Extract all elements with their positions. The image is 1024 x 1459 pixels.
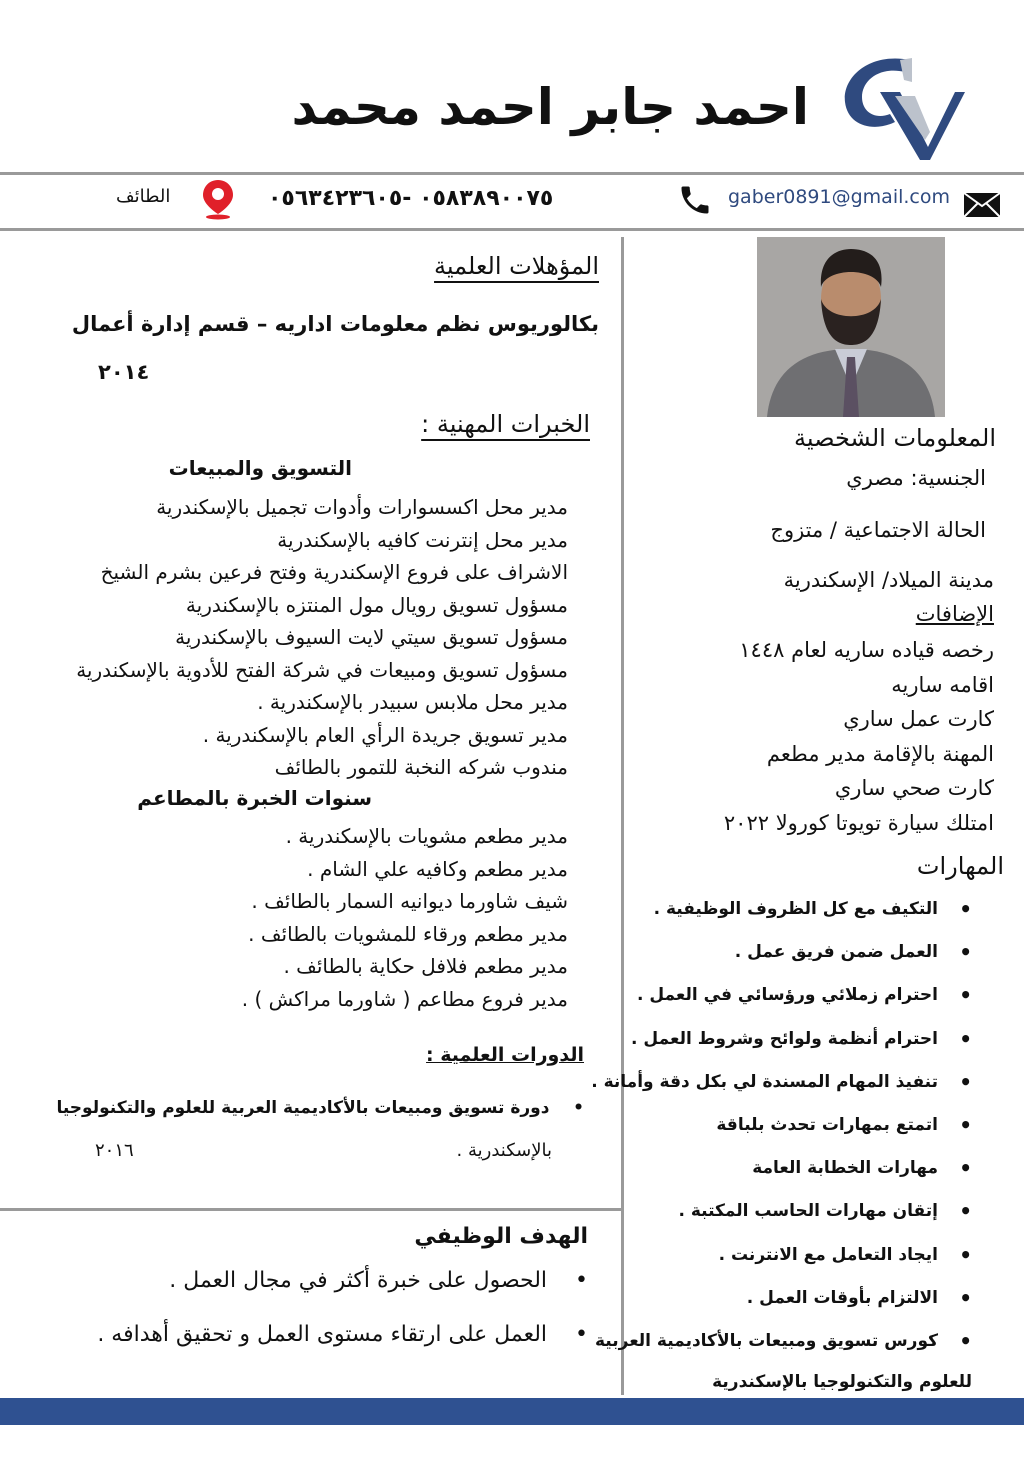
objective-text: العمل على ارتقاء مستوى العمل و تحقيق أهدافه . [97,1322,548,1347]
restaurants-list [242,820,568,1015]
experience-item: مدير مطعم ورقاء للمشويات بالطائف . [248,921,568,946]
personal-info-title: المعلومات الشخصية [794,424,996,452]
experience-item: مدير فروع مطاعم ( شاورما مراكش ) . [241,986,568,1011]
contact-bar [0,176,1024,226]
birthplace: مدينة الميلاد/ الإسكندرية [783,568,994,592]
experience-title: الخبرات المهنية : [421,410,590,438]
experience-item: الاشراف على فروع الإسكندرية وفتح فرعين بشرم الشيخ [100,560,568,584]
person-photo-icon [757,237,945,417]
footer-bar [0,1398,1024,1425]
skill-item: • العمل ضمن فريق عمل . [591,931,972,974]
location-pin-icon [198,178,238,220]
addition-item: كارت صحي ساري [834,776,994,800]
experience-item: مدير محل اكسسوارات وأدوات تجميل بالإسكندرية [156,495,568,519]
objective-item [169,1268,588,1293]
additions-title: الإضافات [915,602,994,626]
experience-item: مسؤول تسويق ومبيعات في شركة الفتح للأدوية بالإسكندرية [76,657,568,682]
degree-year: ٢٠١٤ [98,360,150,384]
skill-item: • الالتزام بأوقات العمل . [591,1277,972,1320]
addition-item: كارت عمل ساري [843,707,994,731]
experience-item: مدير محل ملابس سبيدر بالإسكندرية . [257,690,568,714]
experience-item: مدير مطعم وكافيه علي الشام . [307,856,568,881]
restaurants-subtitle: سنوات الخبرة بالمطاعم [137,786,372,810]
profile-photo [757,237,945,417]
marketing-list [76,491,568,784]
bullet: • [547,1268,588,1293]
skill-item: • مهارات الخطابة العامة [591,1147,972,1190]
experience-item: مدير مطعم مشويات بالإسكندرية . [285,824,568,848]
qualifications-title: المؤهلات العلمية [434,252,599,280]
addition-item: المهنة بالإقامة مدير مطعم [766,741,994,766]
course-year: ٢٠١٦ [95,1140,134,1161]
addition-item: امتلك سيارة تويوتا كورولا ٢٠٢٢ [723,810,994,835]
experience-item: مدير مطعم فلافل حكاية بالطائف . [283,954,568,978]
phone-icon [677,182,713,218]
experience-item: مسؤول تسويق سيتي لايت السيوف بالإسكندرية [175,625,568,649]
skill-item: • كورس تسويق ومبيعات بالأكاديمية العربية [591,1320,972,1363]
marital-status: الحالة الاجتماعية / متزوج [770,518,986,542]
skill-item: • ايجاد التعامل مع الانترنت . [591,1234,972,1277]
objective-text: الحصول على خبرة أكثر في مجال العمل . [169,1268,548,1293]
addition-item: اقامه ساريه [891,672,994,697]
skill-item: • إتقان مهارات الحاسب المكتبة . [591,1190,972,1233]
courses-title: الدورات العلمية : [426,1044,584,1066]
phone-numbers: ٠٥٨٣٨٩٠٠٧٥ -٠٥٦٣٤٢٣٦٠٥ [268,186,554,211]
city: الطائف [116,186,171,207]
experience-item: مندوب شركه النخبة للتمور بالطائف [274,755,568,779]
candidate-name: احمد جابر احمد محمد [291,78,809,136]
nationality: الجنسية: مصري [846,466,986,490]
skill-item: • تنفيذ المهام المسندة لي بكل دقة وأمانة . [591,1061,972,1104]
experience-item: مسؤول تسويق رويال مول المنتزه بالإسكندرية [185,592,568,617]
skill-item: • التكيف مع كل الظروف الوظيفية . [591,888,972,931]
skill-item: • احترام زملائي ورؤسائي في العمل . [591,974,972,1017]
envelope-icon [963,192,1001,218]
objective-title: الهدف الوظيفي [414,1224,588,1249]
bullet: • [549,1098,584,1118]
course-text: دورة تسويق ومبيعات بالأكاديمية العربية للعلوم والتكنولوجيا [56,1098,550,1118]
additions-list [724,633,994,840]
course-line-2: بالإسكندرية . [456,1140,552,1161]
experience-item: مدير تسويق جريدة الرأي العام بالإسكندرية . [202,722,568,747]
bullet: • [547,1322,588,1347]
skills-list [591,888,972,1363]
skills-title: المهارات [916,852,1004,880]
experience-item: مدير محل إنترنت كافيه بالإسكندرية [277,527,568,552]
degree: بكالوريوس نظم معلومات اداريه – قسم إدارة أعمال [71,312,599,336]
skill-item: • احترام أنظمة ولوائح وشروط العمل . [591,1018,972,1061]
cv-logo [840,52,965,162]
addition-item: رخصه قياده ساريه لعام ١٤٤٨ [739,638,994,662]
objective-item [97,1322,588,1347]
experience-item: شيف شاورما ديوانيه السمار بالطائف . [251,889,568,913]
marketing-subtitle: التسويق والمبيعات [168,456,352,480]
skill-item: • اتمتع بمهارات تحدث بلباقة [591,1104,972,1147]
course-line-1 [56,1098,584,1118]
skill-continuation: للعلوم والتكنولوجيا بالإسكندرية [712,1372,972,1392]
email-link[interactable]: gaber0891@gmail.com [727,186,950,208]
